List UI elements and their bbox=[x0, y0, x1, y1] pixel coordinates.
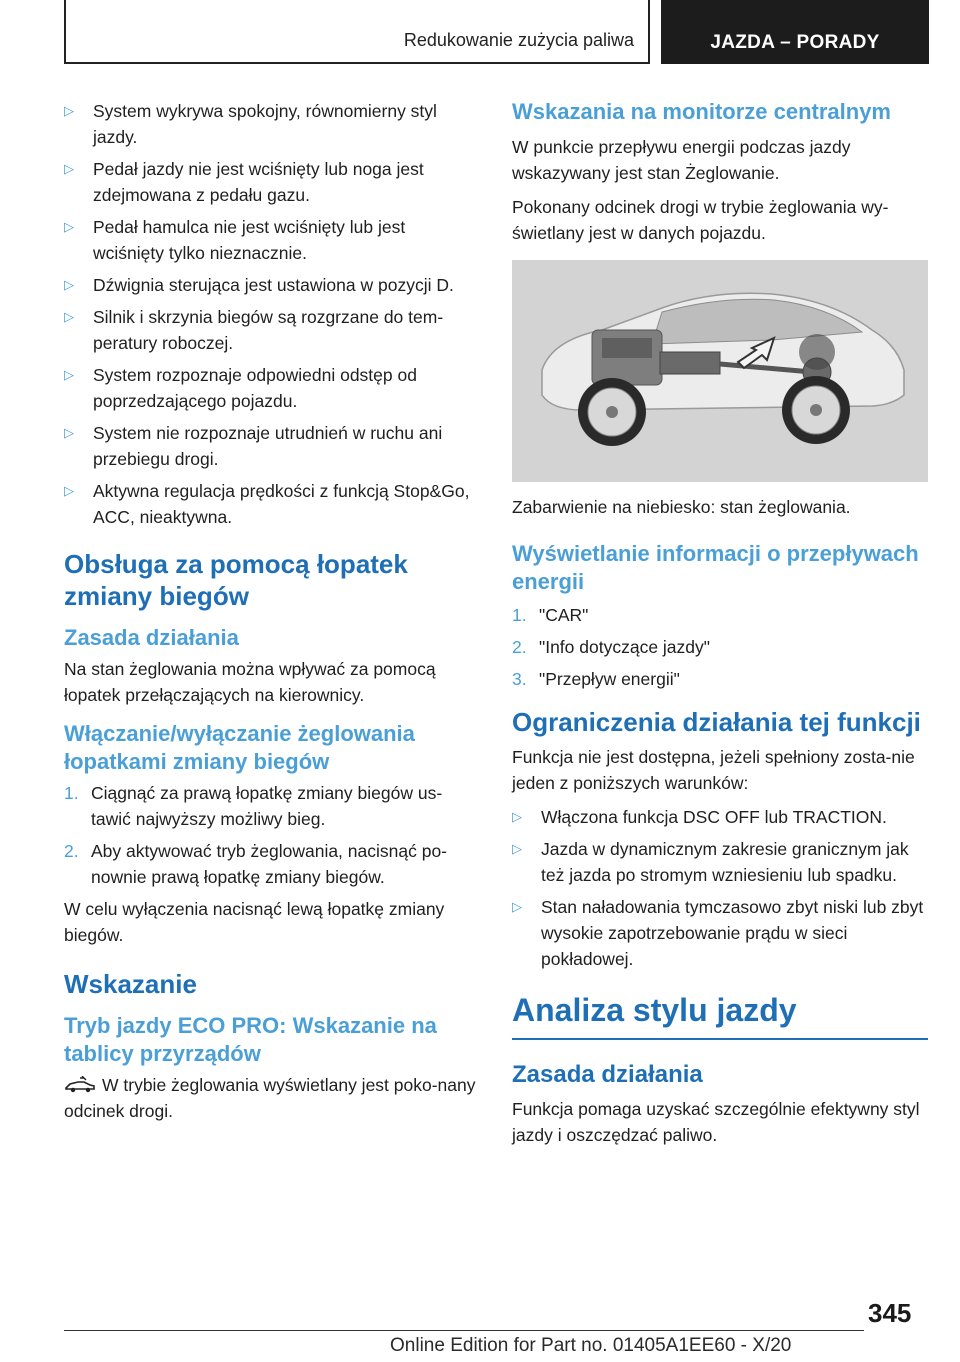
triangle-right-icon: ▷ bbox=[64, 483, 74, 498]
triangle-right-icon: ▷ bbox=[64, 103, 74, 118]
paragraph-limitations: Funkcja nie jest dostępna, jeżeli spełniony zosta-nie jeden z poniższych warunków: bbox=[512, 747, 915, 793]
paragraph-deactivate: W celu wyłączenia nacisnąć lewą łopatkę zmiany biegów. bbox=[64, 899, 445, 945]
triangle-right-icon: ▷ bbox=[64, 161, 74, 176]
triangle-right-icon: ▷ bbox=[512, 899, 522, 914]
triangle-right-icon: ▷ bbox=[64, 309, 74, 324]
footer-edition: Online Edition for Part no. 01405A1EE60 - X/20 bbox=[390, 1335, 792, 1356]
heading-paddles: Obsługa za pomocą łopatek zmiany biegów bbox=[64, 549, 408, 611]
chapter-title: JAZDA – PORADY bbox=[661, 0, 929, 64]
list-item: ▷ Pedał jazdy nie jest wciśnięty lub noga jest zdejmowana z pedału gazu. bbox=[64, 156, 480, 208]
list-item: 3. "Przepływ energii" bbox=[512, 669, 680, 689]
triangle-right-icon: ▷ bbox=[64, 277, 74, 292]
triangle-right-icon: ▷ bbox=[512, 809, 522, 824]
triangle-right-icon: ▷ bbox=[64, 219, 74, 234]
list-item: 2. "Info dotyczące jazdy" bbox=[512, 637, 710, 657]
car-drivetrain-illustration bbox=[512, 260, 928, 482]
heading-principle-2: Zasada działania bbox=[512, 1061, 703, 1088]
list-item: 2. Aby aktywować tryb żeglowania, nacisnąć po-nownie prawą łopatkę zmiany biegów. bbox=[64, 841, 448, 887]
header-frame bbox=[64, 0, 650, 64]
list-item: ▷ Aktywna regulacja prędkości z funkcją Stop&Go, ACC, nieaktywna. bbox=[64, 478, 480, 530]
triangle-right-icon: ▷ bbox=[512, 841, 522, 856]
triangle-right-icon: ▷ bbox=[64, 425, 74, 440]
limitations-list bbox=[512, 804, 928, 972]
heading-central-monitor: Wskazania na monitorze centralnym bbox=[512, 99, 891, 124]
list-item: ▷ Silnik i skrzynia biegów są rozgrzane do tem-peratury roboczej. bbox=[64, 304, 480, 356]
paragraph-analysis: Funkcja pomaga uzyskać szczególnie efektywny styl jazdy i oszczędzać paliwo. bbox=[512, 1099, 920, 1145]
list-item: ▷ System rozpoznaje odpowiedni odstęp od poprzedzającego pojazdu. bbox=[64, 362, 480, 414]
steps-list bbox=[64, 780, 480, 890]
list-item: 1. Ciągnąć za prawą łopatkę zmiany biegów us-tawić najwyższy możliwy bieg. bbox=[64, 783, 443, 829]
car-road-icon bbox=[64, 1075, 96, 1093]
heading-display: Wskazanie bbox=[64, 969, 197, 999]
heading-principle: Zasada działania bbox=[64, 625, 239, 650]
list-item: ▷ Włączona funkcja DSC OFF lub TRACTION. bbox=[512, 804, 928, 830]
triangle-right-icon: ▷ bbox=[64, 367, 74, 382]
right-column bbox=[512, 98, 928, 1156]
section-title: Redukowanie zużycia paliwa bbox=[403, 30, 634, 50]
list-item: ▷ Dźwignia sterująca jest ustawiona w pozycji D. bbox=[64, 272, 480, 298]
left-column bbox=[64, 98, 480, 1132]
list-item: ▷ Jazda w dynamicznym zakresie granicznym jak też jazda po stromym wzniesieniu lub spadku. bbox=[512, 836, 928, 888]
heading-eco-pro: Tryb jazdy ECO PRO: Wskazanie na tablicy przyrządów bbox=[64, 1013, 437, 1066]
paragraph-monitor-1: W punkcie przepływu energii podczas jazdy wskazywany jest stan Żeglowanie. bbox=[512, 137, 851, 183]
list-item: ▷ Stan naładowania tymczasowo zbyt niski lub zbyt wysokie zapotrzebowanie prądu w sieci pokładowej. bbox=[512, 894, 928, 972]
heading-limitations: Ograniczenia działania tej funkcji bbox=[512, 707, 921, 737]
list-item: ▷ System wykrywa spokojny, równomierny styl jazdy. bbox=[64, 98, 480, 150]
footer-divider bbox=[64, 1330, 864, 1331]
figure-caption: Zabarwienie na niebiesko: stan żeglowania. bbox=[512, 497, 851, 517]
paragraph-principle: Na stan żeglowania można wpływać za pomocą łopatek przełączających na kierownicy. bbox=[64, 659, 436, 705]
heading-toggle-coasting: Włączanie/wyłączanie żeglowania łopatkami zmiany biegów bbox=[64, 721, 415, 774]
heading-energy-flow: Wyświetlanie informacji o przepływach energii bbox=[512, 541, 919, 594]
list-item: ▷ System nie rozpoznaje utrudnień w ruchu ani przebiegu drogi. bbox=[64, 420, 480, 472]
list-item: 1. "CAR" bbox=[512, 605, 589, 625]
paragraph-monitor-2: Pokonany odcinek drogi w trybie żeglowania wy-świetlany jest w danych pojazdu. bbox=[512, 197, 889, 243]
flow-steps-list bbox=[512, 602, 928, 692]
list-item: ▷ Pedał hamulca nie jest wciśnięty lub jest wciśnięty tylko nieznacznie. bbox=[64, 214, 480, 266]
heading-driving-style-analysis: Analiza stylu jazdy bbox=[512, 990, 928, 1040]
page-number: 345 bbox=[868, 1298, 912, 1328]
paragraph-eco: W trybie żeglowania wyświetlany jest poko-nany odcinek drogi. bbox=[64, 1075, 476, 1121]
conditions-list bbox=[64, 98, 480, 530]
front-wheel bbox=[578, 378, 646, 446]
rear-wheel bbox=[782, 376, 850, 444]
